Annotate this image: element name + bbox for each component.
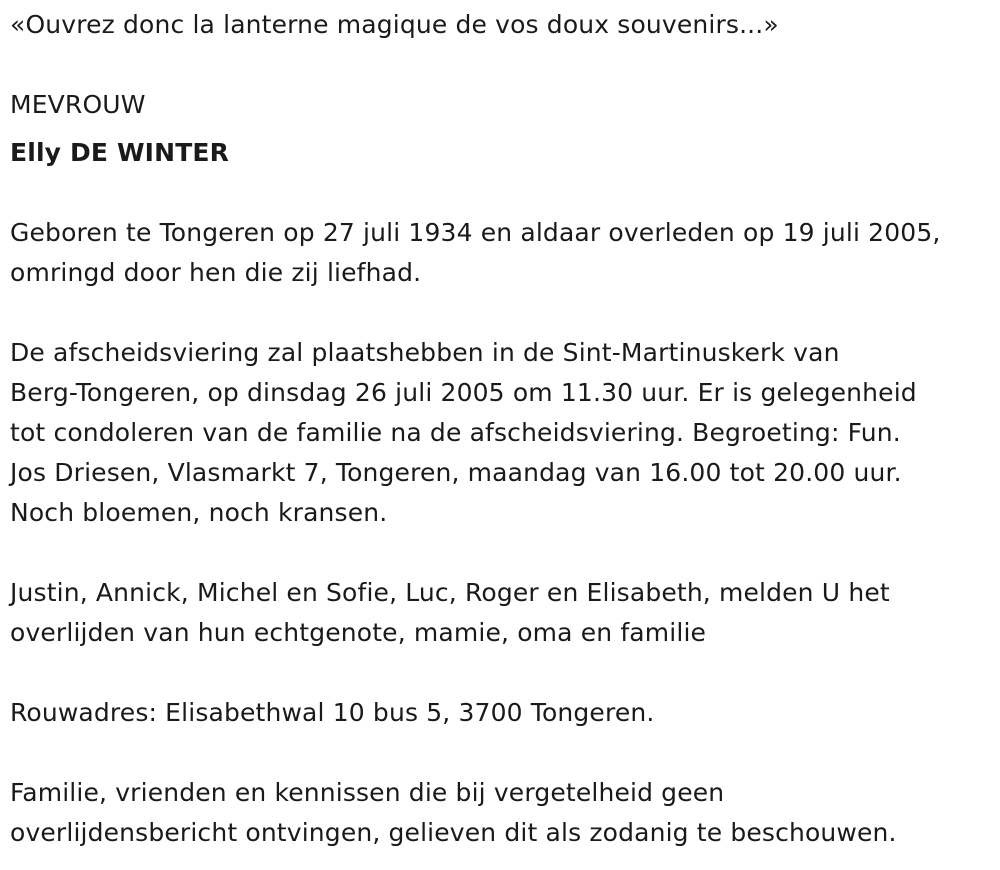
paragraph-line: omringd door hen die zij liefhad. [10,258,422,287]
salutation: MEVROUW [10,90,146,119]
paragraph-line: De afscheidsviering zal plaatshebben in de Sint-Martinuskerk van [10,338,840,367]
paragraph-line: Noch bloemen, noch kransen. [10,498,388,527]
paragraph-line: Justin, Annick, Michel en Sofie, Luc, Roger en Elisabeth, melden U het [10,578,890,607]
paragraph-line: Geboren te Tongeren op 27 juli 1934 en aldaar overleden op 19 juli 2005, [10,218,941,247]
paragraph-line: tot condoleren van de familie na de afscheidsviering. Begroeting: Fun. [10,418,901,447]
paragraph-line: Berg-Tongeren, op dinsdag 26 juli 2005 om 11.30 uur. Er is gelegenheid [10,378,917,407]
paragraph-line: overlijdensbericht ontvingen, gelieven dit als zodanig te beschouwen. [10,818,897,847]
paragraph-line: Familie, vrienden en kennissen die bij vergetelheid geen [10,778,725,807]
paragraph-line: Jos Driesen, Vlasmarkt 7, Tongeren, maandag van 16.00 tot 20.00 uur. [10,458,902,487]
deceased-name: Elly DE WINTER [10,138,230,167]
opening-quote: «Ouvrez donc la lanterne magique de vos doux souvenirs...» [10,10,779,39]
paragraph-line: overlijden van hun echtgenote, mamie, oma en familie [10,618,707,647]
mourning-address: Rouwadres: Elisabethwal 10 bus 5, 3700 Tongeren. [10,698,655,727]
